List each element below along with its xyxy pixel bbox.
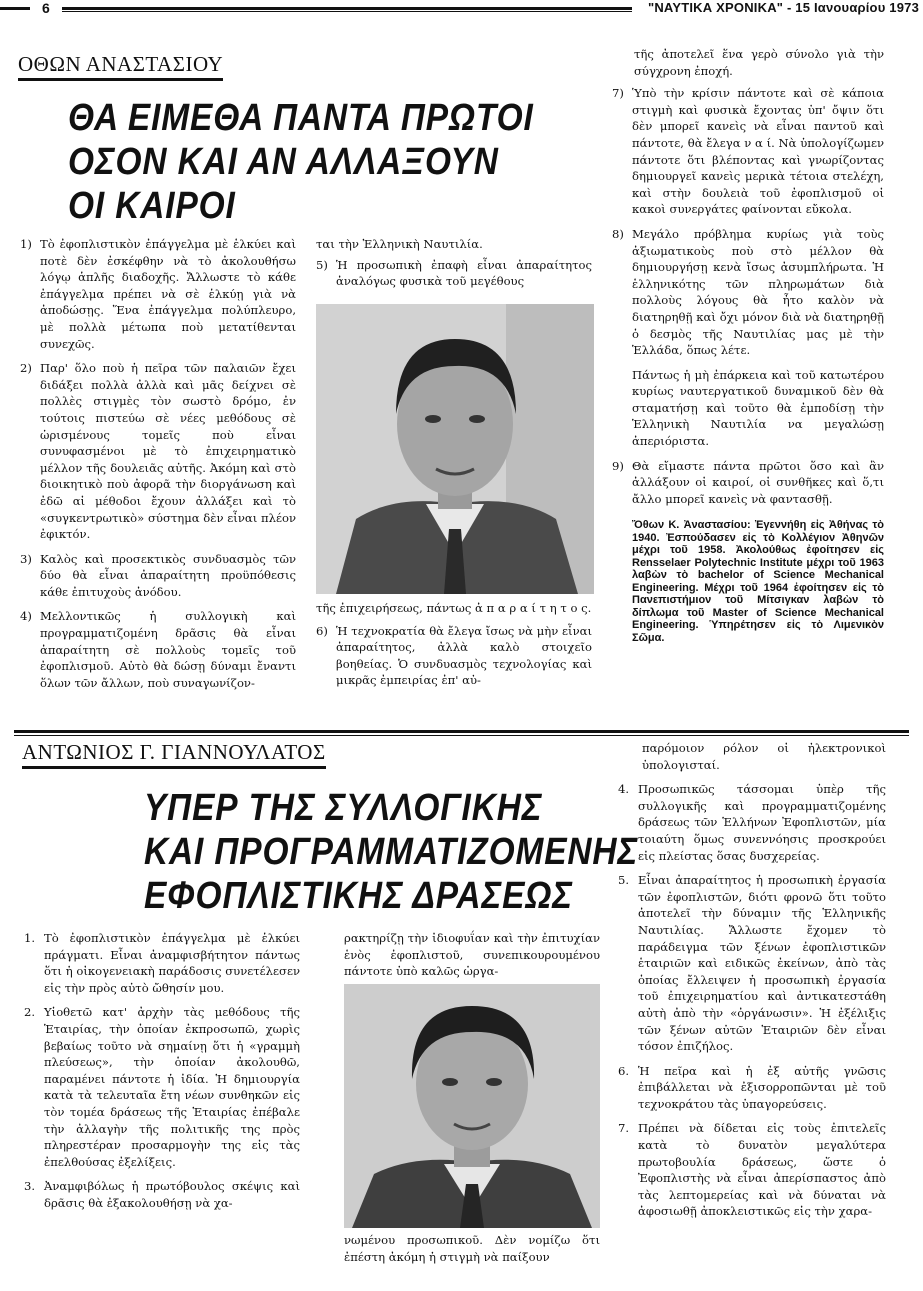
list-item: 4) Μελλοντικῶς ἡ συλλογικὴ καὶ προγραμματιζομένη δρᾶσις θὰ εἶναι ἀπαραίτητη σὲ πολλοὺς τομεῖς τοῦ ἐφοπλισμοῦ. Αὐτὸ θὰ δώσῃ δύναμι ἔναντι ὅλων τῶν ἄλλων, ποὺ συναγωνίζον-: [20, 609, 296, 690]
article2-headline-line1: ΥΠΕΡ ΤΗΣ ΣΥΛΛΟΓΙΚΗΣ: [144, 787, 543, 829]
article2-column-1: [24, 930, 300, 1220]
article1-headline: [68, 96, 597, 228]
list-item: 3. Ἀναμφιβόλως ἡ πρωτόβουλος σκέψις καὶ δρᾶσις θὰ ἐξακολουθήσῃ νὰ χα-: [24, 1179, 300, 1210]
article1-column-2-bottom: τῆς ἐπιχειρήσεως, πάντως ἀ π α ρ α ί τ η τ ο ς. 6) Ἡ τεχνοκρατία θὰ ἔλεγα ἴσως νὰ μὴν εἶναι ἀπαραίτητος, ἀλλὰ καλὸ στοιχεῖο βοηθείας. Ὁ συνδυασμὸς τεχνολογίας καὶ μικρᾶς ἐμπειρίας ἐπ' αὐ-: [316, 600, 592, 697]
list-item: 7. Πρέπει νὰ δίδεται εἰς τοὺς ἐπιτελεῖς κατὰ τὸ δυνατὸν μεγαλύτερα πρωτοβουλία δράσεως, ὥστε ὁ Ἐφοπλιστὴς νὰ εἶναι ἀπερίσπαστος ἀπὸ τὰς λεπτομερείας καὶ νὰ δύναται νὰ ἀφοσιωθῇ ἀποκλειστικῶς εἰς τὴν χαρα-: [618, 1121, 886, 1219]
masthead: "ΝΑΥΤΙΚΑ ΧΡΟΝΙΚΑ" - 15 Ιανουαρίου 1973: [647, 0, 919, 15]
article2-headline-line2: ΚΑΙ ΠΡΟΓΡΑΜΜΑΤΙΖΟΜΕΝΗΣ: [144, 831, 639, 873]
header-rule-left: [0, 7, 30, 10]
portrait-image: [344, 984, 600, 1228]
portrait-image: [316, 304, 594, 594]
article1-column-1: [20, 236, 296, 699]
list-item: 2. Υἱοθετῶ κατ' ἀρχὴν τὰς μεθόδους τῆς Ἑταιρίας, τὴν ὁποίαν ἐκπροσωπῶ, χωρὶς βεβαίως τοῦτο νὰ σημαίνῃ ὅτι ἡ «γραμμὴ πλεύσεως», τὴν ὁποίαν ἀκολουθῶ, παραμένει πάντοτε ἡ ἰδία. Ἡ δημιουργία κατὰ τὰ τελευταῖα ἔτη νέων συνθηκῶν εἰς τὸν τομέα δράσεως τῆς Ἑταιρίας ἐπέβαλε τὴν ἀλλαγὴν τῆς πολιτικῆς της πρὸς πληρεστέραν προσαρμογὴν της εἰς τὰς ἐπελθούσας ἐξελίξεις.: [24, 1005, 300, 1169]
article-divider-thin: [14, 735, 909, 736]
list-item: 9) Θὰ εἴμαστε πάντα πρῶτοι ὅσο καὶ ἂν ἀλλάξουν οἱ καιροί, οἱ συνθῆκες καὶ ὅ,τι ἄλλο μπορεῖ κανεὶς νὰ φαντασθῇ.: [612, 458, 884, 506]
article2-headline-line3: ΕΦΟΠΛΙΣΤΙΚΗΣ ΔΡΑΣΕΩΣ: [144, 875, 573, 917]
list-item: Πάντως ἡ μὴ ἐπάρκεια καὶ τοῦ κατωτέρου κυρίως ναυτεργατικοῦ δυναμικοῦ δὲν θὰ σταματήσῃ καὶ τοῦτο θὰ ἐμποδίσῃ τὴν Ἑλληνικὴ Ναυτιλία να μεγαλώσῃ ἀπεριόριστα.: [632, 367, 884, 449]
list-item: 6) Ἡ τεχνοκρατία θὰ ἔλεγα ἴσως νὰ μὴν εἶναι ἀπαραίτητος, ἀλλὰ καλὸ στοιχεῖο βοηθείας. Ὁ συνδυασμὸς τεχνολογίας καὶ μικρᾶς ἐμπειρίας ἐπ' αὐ-: [316, 623, 592, 688]
article1-column-3: τῆς ἀποτελεῖ ἕνα γερὸ σύνολο γιὰ τὴν σύγχρονη ἐποχή. 7) Ὑπὸ τὴν κρίσιν πάντοτε καὶ σὲ κάποια στιγμὴ καὶ φυσικὰ ἔχοντας ὑπ' ὄψιν ὅτι δὲν μπορεῖ κανεὶς νὰ εἶναι παντοῦ καὶ πάντοτε, θὰ ἔλεγα ν α ί. Νὰ ὑπολογίζωμεν πάντοτε ὅτι βλέποντας καὶ γνωρίζοντας δημιουργεῖ κανεὶς μερικὰ τέτοια στελέχη, καὶ στὴν δουλειὰ τοῦ ἐφοπλισμοῦ οἱ κακοὶ συνεργάτες φαίνονται εὔκολα. 8) Μεγάλο πρόβλημα κυρίως γιὰ τοὺς ἀξιωματικοὺς ποὺ στὸ μέλλον θὰ δημιουργήσῃ κενὰ ἴσως ἀσυμπλήρωτα. Ἡ ἑλληνικότης τῶν πληρωμάτων διὰ πολλοὺς λόγους θὰ ἦτο καλὸν νὰ διατηρηθῇ καὶ ὄχι μόνον διὰ νὰ διατηρηθῇ ὁ δεσμὸς τῆς Ναυτιλίας μας μὲ τὴν Ἑλλάδα, ὅπως λέτε. Πάντως ἡ μὴ ἐπάρκεια καὶ τοῦ κατωτέρου κυρίως ναυτεργατικοῦ δυναμικοῦ δὲν θὰ σταματήσῃ καὶ τοῦτο θὰ ἐμποδίσῃ τὴν Ἑλληνικὴ Ναυτιλία να μεγαλώσῃ ἀπεριόριστα. 9) Θὰ εἴμαστε πάντα πρῶτοι ὅσο καὶ ἂν ἀλλάξουν οἱ καιροί, οἱ συνθῆκες καὶ ὅ,τι ἄλλο μπορεῖ κανεὶς νὰ φαντασθῇ. Ὄθων Κ. Ἀναστασίου: Ἐγεννήθη εἰς Ἀθήνας τὸ 1940. Ἐσπούδασεν εἰς τὸ Κολλέγιον Ἀθηνῶν μέχρι τοῦ 1958. Ἀκολούθως ἐφοίτησεν εἰς Rensselaer Polytechnic Institute μέχρι τοῦ 1963 λαβὼν τὸ bachelor of Science Mechanical Engineering. Μέχρι τοῦ 1964 ἐφοίτησεν εἰς τὸ Πανεπιστήμιον τοῦ Μίτσιγκαν λαβὼν τὸ δίπλωμα τοῦ Master of Science Mechanical Engineering. Ὑπηρέτησεν εἰς τὸ Λιμενικὸν Σῶμα.: [612, 47, 884, 644]
list-item: 5) Ἡ προσωπικὴ ἐπαφὴ εἶναι ἀπαραίτητος ἀναλόγως φυσικὰ τοῦ μεγέθους: [316, 257, 592, 289]
article2-column-2-bottom: νωμένου προσωπικοῦ. Δὲν νομίζω ὅτι ἐπέστη ἀκόμη ἡ στιγμὴ νὰ παίξουν: [344, 1233, 600, 1264]
list-item: 2) Παρ' ὅλο ποὺ ἡ πεῖρα τῶν παλαιῶν ἔχει διδάξει πολλὰ ἀλλὰ καὶ μᾶς δείχνει σὲ πολλὲς στιγμὲς τὸν σωστὸ δρόμο, ἐν τούτοις πιστεύω σὲ νέες μεθόδους σὲ ὡρισμένους τομεῖς ποὺ εἶναι συνυφασμένοι μὲ τὸ ἐπιχειρηματικὸ μέλλον τῆς δουλειᾶς αὐτῆς. Ἀκόμη καὶ στὸ διοικητικὸ ποὺ ἀφορᾶ τὴν διοργάνωση καὶ ἐδῶ αἱ μέθοδοι ἔχουν ἀλλάξει καὶ τὸ «συγκεντρωτικὸ» σύστημα δὲν εἶναι πλέον ἐφικτόν.: [20, 361, 296, 542]
list-item: 3) Καλὸς καὶ προσεκτικὸς συνδυασμὸς τῶν δύο θὰ εἶναι ἀπαραίτητη προϋπόθεσις κάθε ἐπιτυχοὺς ἀνόδου.: [20, 551, 296, 599]
article1-author: ΟΘΩΝ ΑΝΑΣΤΑΣΙΟΥ: [18, 52, 223, 81]
author-bio: Ὄθων Κ. Ἀναστασίου: Ἐγεννήθη εἰς Ἀθήνας τὸ 1940. Ἐσπούδασεν εἰς τὸ Κολλέγιον Ἀθηνῶν μέχρι τοῦ 1958. Ἀκολούθως ἐφοίτησεν εἰς Rensselaer Polytechnic Institute μέχρι τοῦ 1963 λαβὼν τὸ bachelor of Science Mechanical Engineering. Μέχρι τοῦ 1964 ἐφοίτησεν εἰς τὸ Πανεπιστήμιον τοῦ Μίτσιγκαν λαβὼν τὸ δίπλωμα τοῦ Master of Science Mechanical Engineering. Ὑπηρέτησεν εἰς τὸ Λιμενικὸν Σῶμα.: [632, 519, 884, 644]
header-rule-thin: [62, 11, 632, 12]
page-number: 6: [42, 0, 50, 16]
article2-column-3: παρόμοιον ρόλον οἱ ἠλεκτρονικοὶ ὑπολογισταί. 4. Προσωπικῶς τάσσομαι ὑπὲρ τῆς συλλογικῆς καὶ προγραμματιζομένης δράσεως τῶν Ἑλλήνων Ἐφοπλιστῶν, μία τοιαύτη ὅμως συνεννόησις προσκρούει εἰς πλείστας ὅσας δυσχερείας. 5. Εἶναι ἀπαραίτητος ἡ προσωπικὴ ἐργασία τῶν ἐφοπλιστῶν, διότι φρονῶ ὅτι τοῦτο ἀποτελεῖ τὴν δύναμιν τῆς Ἑλληνικῆς Ναυτιλίας. Ἄλλωστε ἔχομεν τὸ παράδειγμα τῶν ξένων ἐφοπλιστικῶν ἑταιριῶν καὶ ειδικῶς ἐκείνων, ἀπὸ τὰς ὁποίας ἔλλειψεν ἡ προσωπικὴ ἐργασία τοῦ ἐπιχειρηματίου καὶ ἀντικατεστάθη αὐτὴ ἀπὸ τὴν «ὀργάνωσιν». Ἡ ἐξέλιξις τῶν ξένων αὐτῶν Ἑταιριῶν δὲν εἶναι τόσον ἐπιζήλος. 6. Ἡ πεῖρα καὶ ἡ ἐξ αὐτῆς γνῶσις ἐπιβάλλεται νὰ ἐξισορροπῶνται μὲ τοῦ τεχνοκράτου τὰς ὑπαγορεύσεις. 7. Πρέπει νὰ δίδεται εἰς τοὺς ἐπιτελεῖς κατὰ τὸ δυνατὸν μεγαλύτερα πρωτοβουλία δράσεως, ὥστε ὁ Ἐφοπλιστὴς νὰ εἶναι ἀπερίσπαστος ἀπὸ τὰς λεπτομερείας καὶ νὰ δύναται νὰ ἀφοσιωθῇ ἀποκλειστικῶς εἰς τὴν χαρα-: [618, 740, 886, 1228]
article1-headline-line2: ΟΣΟΝ ΚΑΙ ΑΝ ΑΛΛΑΞΟΥΝ: [68, 141, 499, 183]
article1-column-2-top: ται τὴν Ἑλληνικὴ Ναυτιλία. 5) Ἡ προσωπικὴ ἐπαφὴ εἶναι ἀπαραίτητος ἀναλόγως φυσικὰ τοῦ μεγέθους: [316, 236, 592, 298]
portrait-photo-antonios: [344, 984, 600, 1228]
list-item: 5. Εἶναι ἀπαραίτητος ἡ προσωπικὴ ἐργασία τῶν ἐφοπλιστῶν, διότι φρονῶ ὅτι τοῦτο ἀποτελεῖ τὴν δύναμιν τῆς Ἑλληνικῆς Ναυτιλίας. Ἄλλωστε ἔχομεν τὸ παράδειγμα τῶν ξένων ἐφοπλιστικῶν ἑταιριῶν καὶ ειδικῶς ἐκείνων, ἀπὸ τὰς ὁποίας ἔλλειψεν ἡ προσωπικὴ ἐργασία τοῦ ἐπιχειρηματίου καὶ ἀντικατεστάθη αὐτὴ ἀπὸ τὴν «ὀργάνωσιν». Ἡ ἐξέλιξις τῶν ξένων αὐτῶν Ἑταιριῶν δὲν εἶναι τόσον ἐπιζήλος.: [618, 873, 886, 1054]
list-item: 6. Ἡ πεῖρα καὶ ἡ ἐξ αὐτῆς γνῶσις ἐπιβάλλεται νὰ ἐξισορροπῶνται μὲ τοῦ τεχνοκράτου τὰς ὑπαγορεύσεις.: [618, 1063, 886, 1111]
article2-author: ΑΝΤΩΝΙΟΣ Γ. ΓΙΑΝΝΟΥΛΑΤΟΣ: [22, 740, 326, 769]
list-item: 8) Μεγάλο πρόβλημα κυρίως γιὰ τοὺς ἀξιωματικοὺς ποὺ στὸ μέλλον θὰ δημιουργήσῃ κενὰ ἴσως ἀσυμπλήρωτα. Ἡ ἑλληνικότης τῶν πληρωμάτων διὰ πολλοὺς λόγους θὰ ἦτο καλὸν νὰ διατηρηθῇ καὶ ὄχι μόνον διὰ νὰ διατηρηθῇ ὁ δεσμὸς τῆς Ναυτιλίας μας μὲ τὴν Ἑλλάδα, ὅπως λέτε.: [612, 226, 884, 358]
list-item: 7) Ὑπὸ τὴν κρίσιν πάντοτε καὶ σὲ κάποια στιγμὴ καὶ φυσικὰ ἔχοντας ὑπ' ὄψιν ὅτι δὲν μπορεῖ κανεὶς νὰ εἶναι παντοῦ καὶ πάντοτε, θὰ ἔλεγα ν α ί. Νὰ ὑπολογίζωμεν πάντοτε ὅτι βλέποντας καὶ γνωρίζοντας δημιουργεῖ κανεὶς μερικὰ τέτοια στελέχη, καὶ στὴν δουλειὰ τοῦ ἐφοπλισμοῦ οἱ κακοὶ συνεργάτες φαίνονται εὔκολα.: [612, 86, 884, 217]
list-item: 1. Τὸ ἐφοπλιστικὸν ἐπάγγελμα μὲ ἑλκύει πράγματι. Εἶναι ἀναμφισβήτητον πάντως ὅτι ἡ οἰκογενειακὴ παράδοσις συνετέλεσεν εἰς τὴν πρὸς αὐτὸ ὤθησίν μου.: [24, 931, 300, 995]
article1-headline-line1: ΘΑ ΕΙΜΕΘΑ ΠΑΝΤΑ ΠΡΩΤΟΙ: [68, 97, 534, 139]
header-rule: [62, 7, 632, 10]
portrait-photo-othon: [316, 304, 594, 594]
article2-column-2-top: ρακτηρίζῃ τὴν ἰδιοφυΐαν καὶ τὴν ἐπιτυχίαν ἑνὸς ἐφοπλιστοῦ, συνεπικουρουμένου πάντοτε ὑπὸ καλῶς ὡργα-: [344, 931, 600, 979]
article-divider: [14, 730, 909, 733]
list-item: 1) Τὸ ἐφοπλιστικὸν ἐπάγγελμα μὲ ἑλκύει καὶ ποτὲ δὲν ἐσκέφθην νὰ τὸ ἀκολουθήσω λόγῳ ἁπλῆς διαδοχῆς. Ἄλλωστε τὸ κάθε ἐπάγγελμα πρέπει νὰ σὲ ἑλκύῃ γιὰ νὰ ἀποδώσῃς. Ἕνα ἐπάγγελμα πολύπλευρο, μὲ πολλὰ μέτωπα ποὺ μετατίθενται συνεχῶς.: [20, 237, 296, 351]
list-item: 4. Προσωπικῶς τάσσομαι ὑπὲρ τῆς συλλογικῆς καὶ προγραμματιζομένης δράσεως τῶν Ἑλλήνων Ἐφοπλιστῶν, μία τοιαύτη ὅμως συνεννόησις προσκρούει εἰς πλείστας ὅσας δυσχερείας.: [618, 782, 886, 863]
article1-headline-line3: ΟΙ ΚΑΙΡΟΙ: [68, 185, 236, 227]
